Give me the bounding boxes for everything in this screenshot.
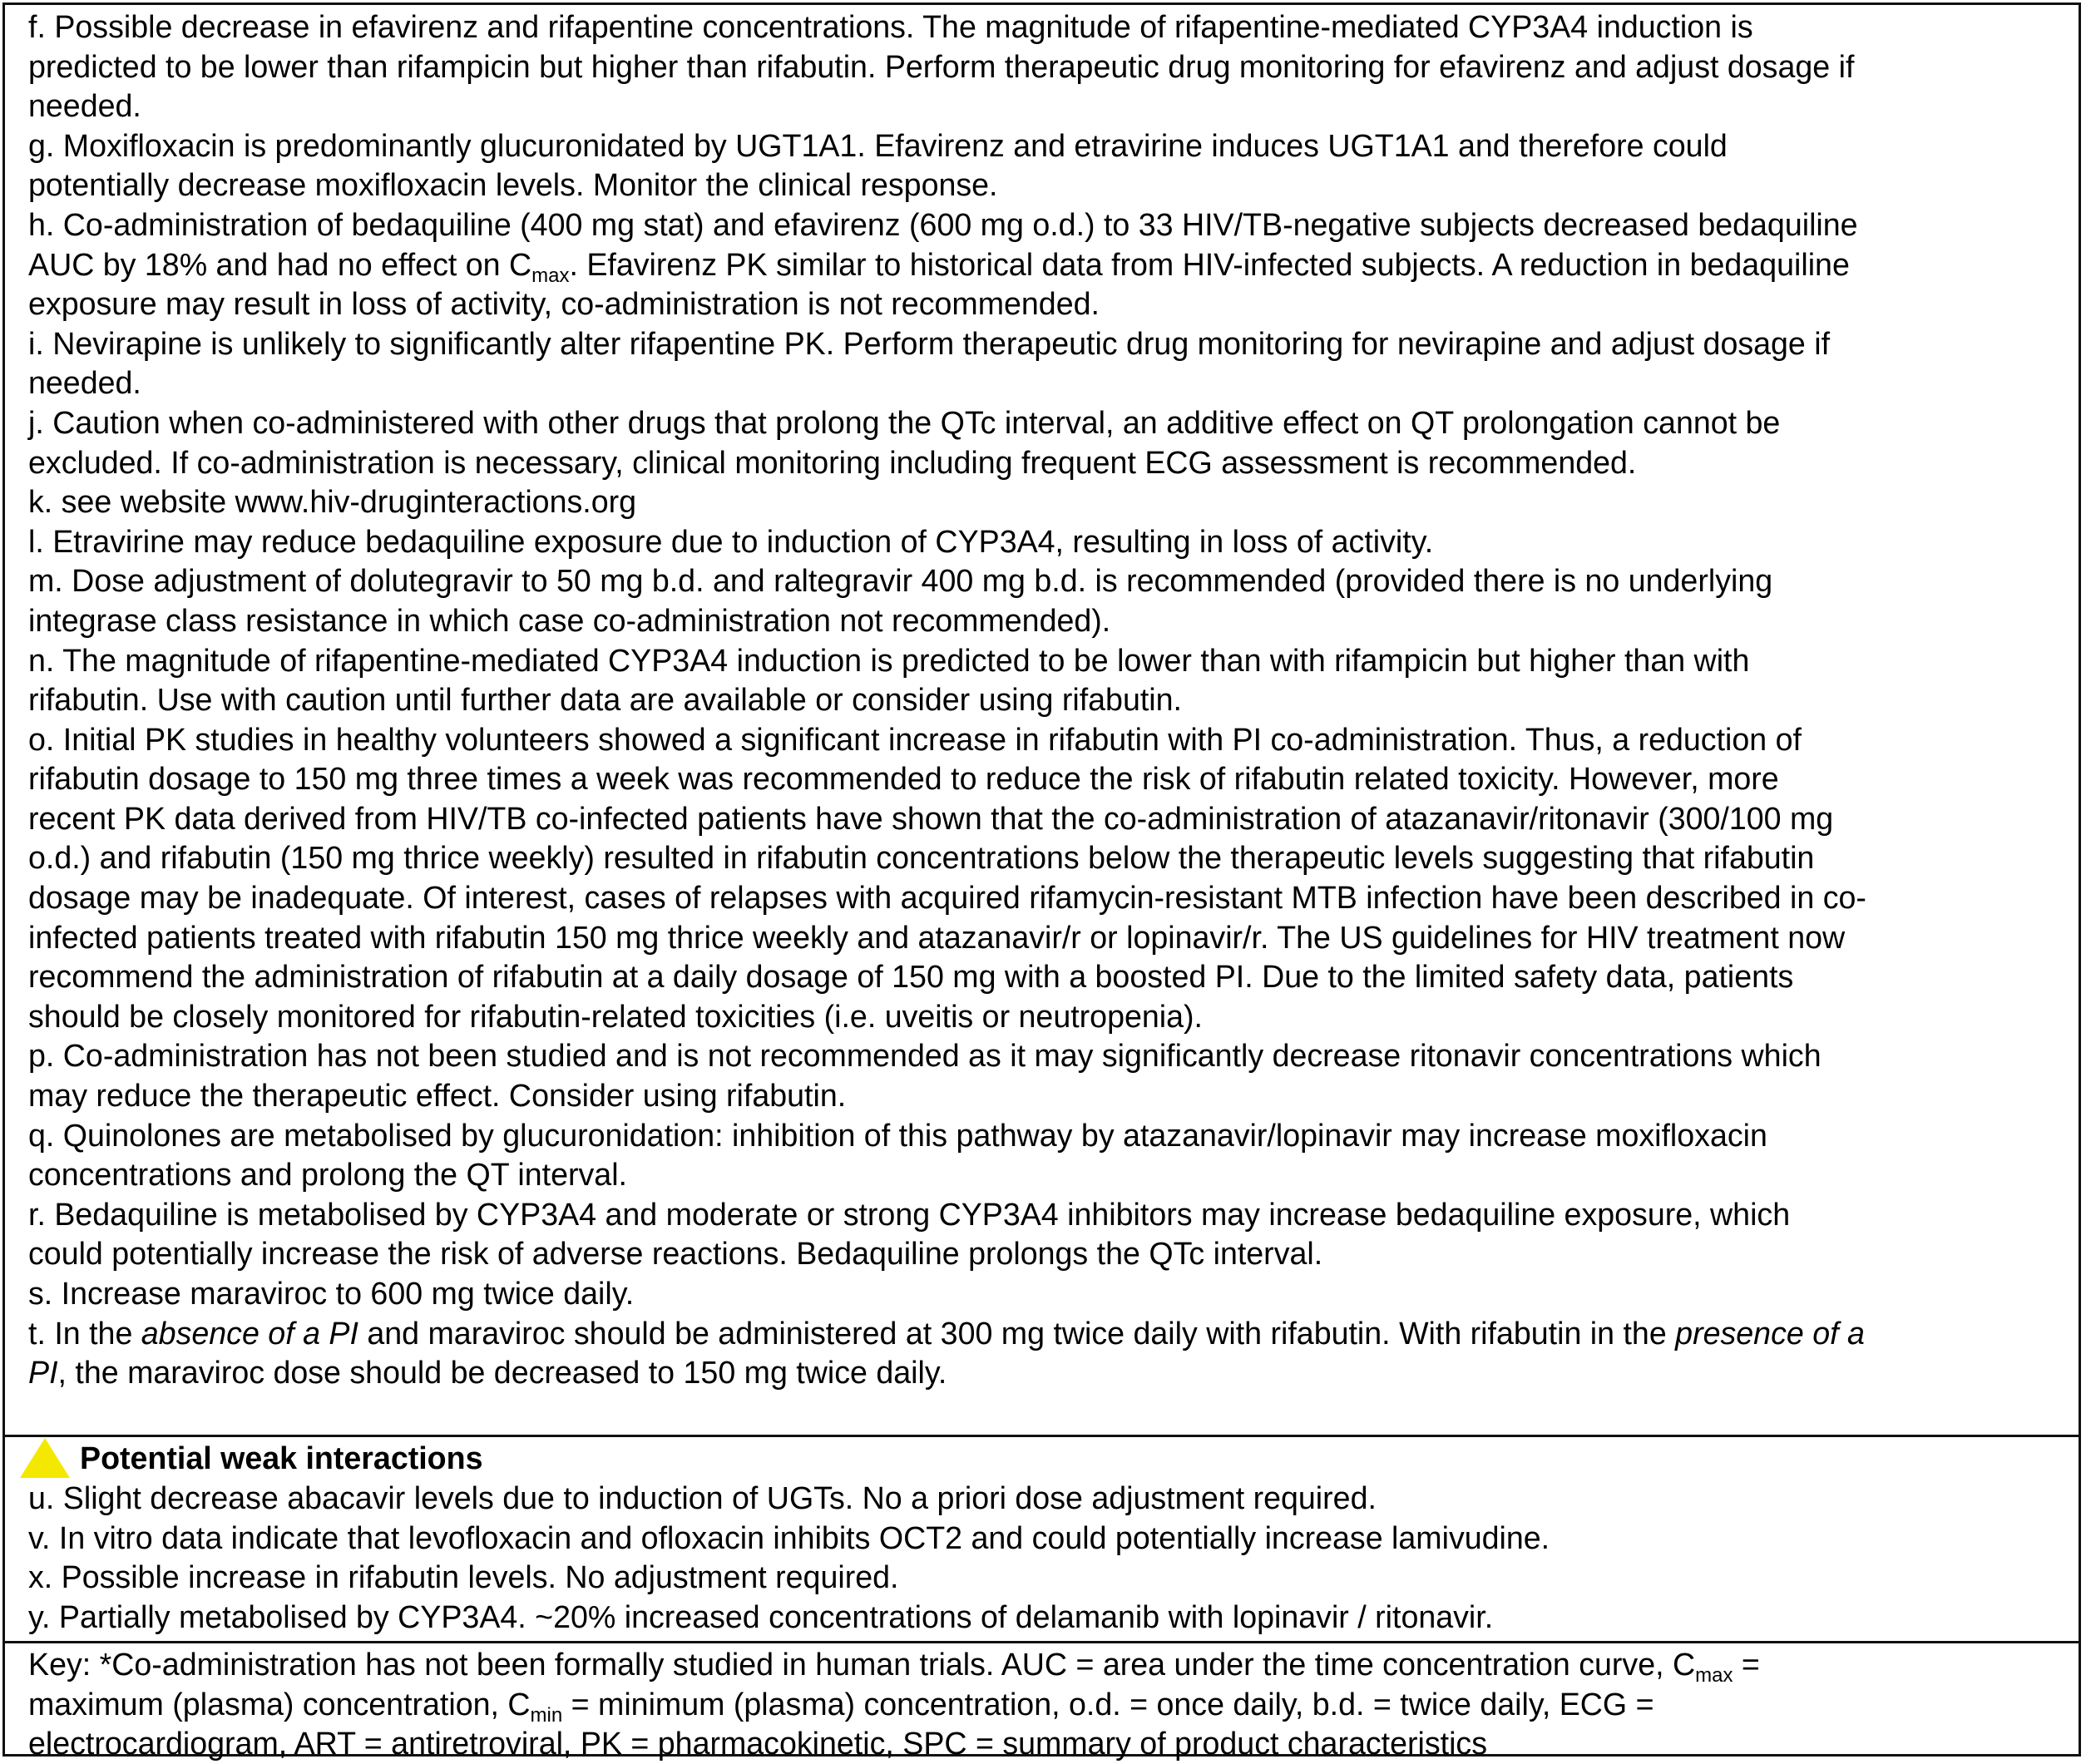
footnote-s [28, 1274, 2055, 1314]
weak-interactions-header [28, 1437, 2055, 1479]
text-line: l. Etravirine may reduce bedaquiline exposure due to induction of CYP3A4, resulting in loss of activity. [28, 523, 1434, 559]
text-line: g. Moxifloxacin is predominantly glucuronidated by UGT1A1. Efavirenz and etravirine induces UGT1A1 and therefore could [28, 127, 1728, 163]
text-line: could potentially increase the risk of adverse reactions. Bedaquiline prolongs the QTc interval. [28, 1236, 1323, 1272]
text-line: electrocardiogram, ART = antiretroviral, PK = pharmacokinetic, SPC = summary of product characteristics [28, 1726, 1488, 1762]
footnotes-table [2, 2, 2081, 1762]
text-line: needed. [28, 88, 141, 124]
footnote-g [28, 126, 2055, 205]
text-line: exposure may result in loss of activity, co-administration is not recommended. [28, 286, 1100, 322]
text-line: rifabutin. Use with caution until further data are available or consider using rifabutin. [28, 682, 1182, 718]
text-line: needed. [28, 365, 141, 401]
text-line: excluded. If co-administration is necessary, clinical monitoring including frequent ECG assessment is recommended. [28, 444, 1637, 480]
text-line [28, 1353, 2055, 1393]
footnote-j [28, 403, 2055, 482]
text-fragment: , the maraviroc dose should be decreased to 150 mg twice daily. [57, 1355, 947, 1391]
text-line: r. Bedaquiline is metabolised by CYP3A4 and moderate or strong CYP3A4 inhibitors may increase bedaquiline exposure, which [28, 1196, 1791, 1232]
text-line: recommend the administration of rifabutin at a daily dosage of 150 mg with a boosted PI. Due to the limited safety data, patients [28, 959, 1794, 995]
footnote-y: y. Partially metabolised by CYP3A4. ~20% increased concentrations of delamanib with lopinavir / ritonavir. [28, 1598, 1494, 1634]
italic-fragment: absence of a PI [141, 1315, 358, 1351]
footnote-k [28, 482, 2055, 522]
text-line: concentrations and prolong the QT interval. [28, 1157, 627, 1193]
text-line: i. Nevirapine is unlikely to significantly alter rifapentine PK. Perform therapeutic drug monitoring for nevirapine and adjust dosage if [28, 325, 1831, 361]
key-section [5, 1643, 2079, 1762]
subscript: max [1695, 1664, 1733, 1687]
subscript: min [530, 1703, 563, 1727]
footnote-x: x. Possible increase in rifabutin levels. No adjustment required. [28, 1559, 899, 1595]
text-line: predicted to be lower than rifampicin but higher than rifabutin. Perform therapeutic drug monitoring for efavirenz and adjust dosage if [28, 48, 1855, 84]
footnote-q [28, 1116, 2055, 1195]
footnotes-section [5, 5, 2079, 1437]
footnote-t [28, 1314, 2055, 1393]
text-fragment: and maraviroc should be administered at 300 mg twice daily with rifabutin. With rifabutin in the [358, 1315, 1676, 1351]
text-fragment: Key: *Co-administration has not been formally studied in human trials. AUC = area under the time concentration curve, C [28, 1647, 1696, 1682]
weak-interactions-heading: Potential weak interactions [80, 1440, 483, 1475]
text-line: k. see website www.hiv-druginteractions.org [28, 484, 637, 520]
text-fragment: = minimum (plasma) concentration, o.d. = once daily, b.d. = twice daily, ECG = [562, 1686, 1654, 1722]
text-line [28, 1314, 2055, 1354]
text-line: o. Initial PK studies in healthy volunteers showed a significant increase in rifabutin with PI co-administration. Thus, a reduction of [28, 721, 1802, 757]
text-line: o.d.) and rifabutin (150 mg thrice weekly) resulted in rifabutin concentrations below the therapeutic levels suggesting that rifabutin [28, 840, 1815, 876]
text-line: integrase class resistance in which case co-administration not recommended). [28, 602, 1111, 638]
text-line: m. Dose adjustment of dolutegravir to 50 mg b.d. and raltegravir 400 mg b.d. is recommended (provided there is no underlying [28, 563, 1773, 599]
text-fragment: t. In the [28, 1315, 141, 1351]
text-line: infected patients treated with rifabutin 150 mg thrice weekly and atazanavir/r or lopinavir/r. The US guidelines for HIV treatment now [28, 919, 1846, 955]
footnote-i [28, 324, 2055, 403]
text-line [28, 245, 2055, 285]
footnote-h [28, 205, 2055, 324]
text-line: recent PK data derived from HIV/TB co-infected patients have shown that the co-administration of atazanavir/ritonavir (300/100 mg [28, 800, 1834, 836]
footnote-f [28, 7, 2055, 126]
footnote-m [28, 561, 2055, 640]
text-line [28, 1645, 2055, 1685]
text-line: h. Co-administration of bedaquiline (400 mg stat) and efavirenz (600 mg o.d.) to 33 HIV/TB-negative subjects decreased bedaquiline [28, 206, 1858, 242]
text-line: dosage may be inadequate. Of interest, cases of relapses with acquired rifamycin-resistant MTB infection have been described in co- [28, 880, 1866, 916]
text-line: should be closely monitored for rifabutin-related toxicities (i.e. uveitis or neutropenia). [28, 998, 1203, 1034]
text-line: p. Co-administration has not been studied and is not recommended as it may significantly decrease ritonavir concentrations which [28, 1038, 1822, 1074]
text-line: j. Caution when co-administered with other drugs that prolong the QTc interval, an additive effect on QT prolongation cannot be [28, 404, 1781, 440]
italic-fragment: PI [28, 1355, 58, 1391]
footnote-o [28, 720, 2055, 1037]
footnote-l [28, 522, 2055, 562]
footnote-v: v. In vitro data indicate that levofloxacin and ofloxacin inhibits OCT2 and could potentially increase lamivudine. [28, 1519, 1550, 1555]
text-line: rifabutin dosage to 150 mg three times a week was recommended to reduce the risk of rifabutin related toxicity. However, more [28, 761, 1779, 797]
text-fragment: AUC by 18% and had no effect on C [28, 246, 532, 282]
text-line: n. The magnitude of rifapentine-mediated CYP3A4 induction is predicted to be lower than with rifampicin but higher than with [28, 642, 1750, 678]
text-fragment: = [1733, 1647, 1760, 1682]
subscript: max [531, 264, 570, 287]
text-line: potentially decrease moxifloxacin levels. Monitor the clinical response. [28, 167, 998, 203]
footnote-n [28, 641, 2055, 720]
text-line: f. Possible decrease in efavirenz and rifapentine concentrations. The magnitude of rifapentine-mediated CYP3A4 induction is [28, 9, 1753, 44]
text-fragment: maximum (plasma) concentration, C [28, 1686, 531, 1722]
text-line: s. Increase maraviroc to 600 mg twice daily. [28, 1276, 635, 1311]
weak-interactions-section [5, 1437, 2079, 1643]
text-line: q. Quinolones are metabolised by glucuronidation: inhibition of this pathway by atazanavir/lopinavir may increase moxifloxacin [28, 1117, 1767, 1153]
text-line [28, 1685, 2055, 1725]
italic-fragment: presence of a [1675, 1315, 1865, 1351]
text-line: may reduce the therapeutic effect. Consider using rifabutin. [28, 1078, 847, 1114]
footnote-p [28, 1036, 2055, 1115]
footnote-u: u. Slight decrease abacavir levels due to induction of UGTs. No a priori dose adjustment required. [28, 1480, 1377, 1515]
warning-triangle-icon [20, 1438, 70, 1478]
text-fragment: . Efavirenz PK similar to historical data from HIV-infected subjects. A reduction in bedaquiline [569, 246, 1850, 282]
footnote-r [28, 1195, 2055, 1274]
